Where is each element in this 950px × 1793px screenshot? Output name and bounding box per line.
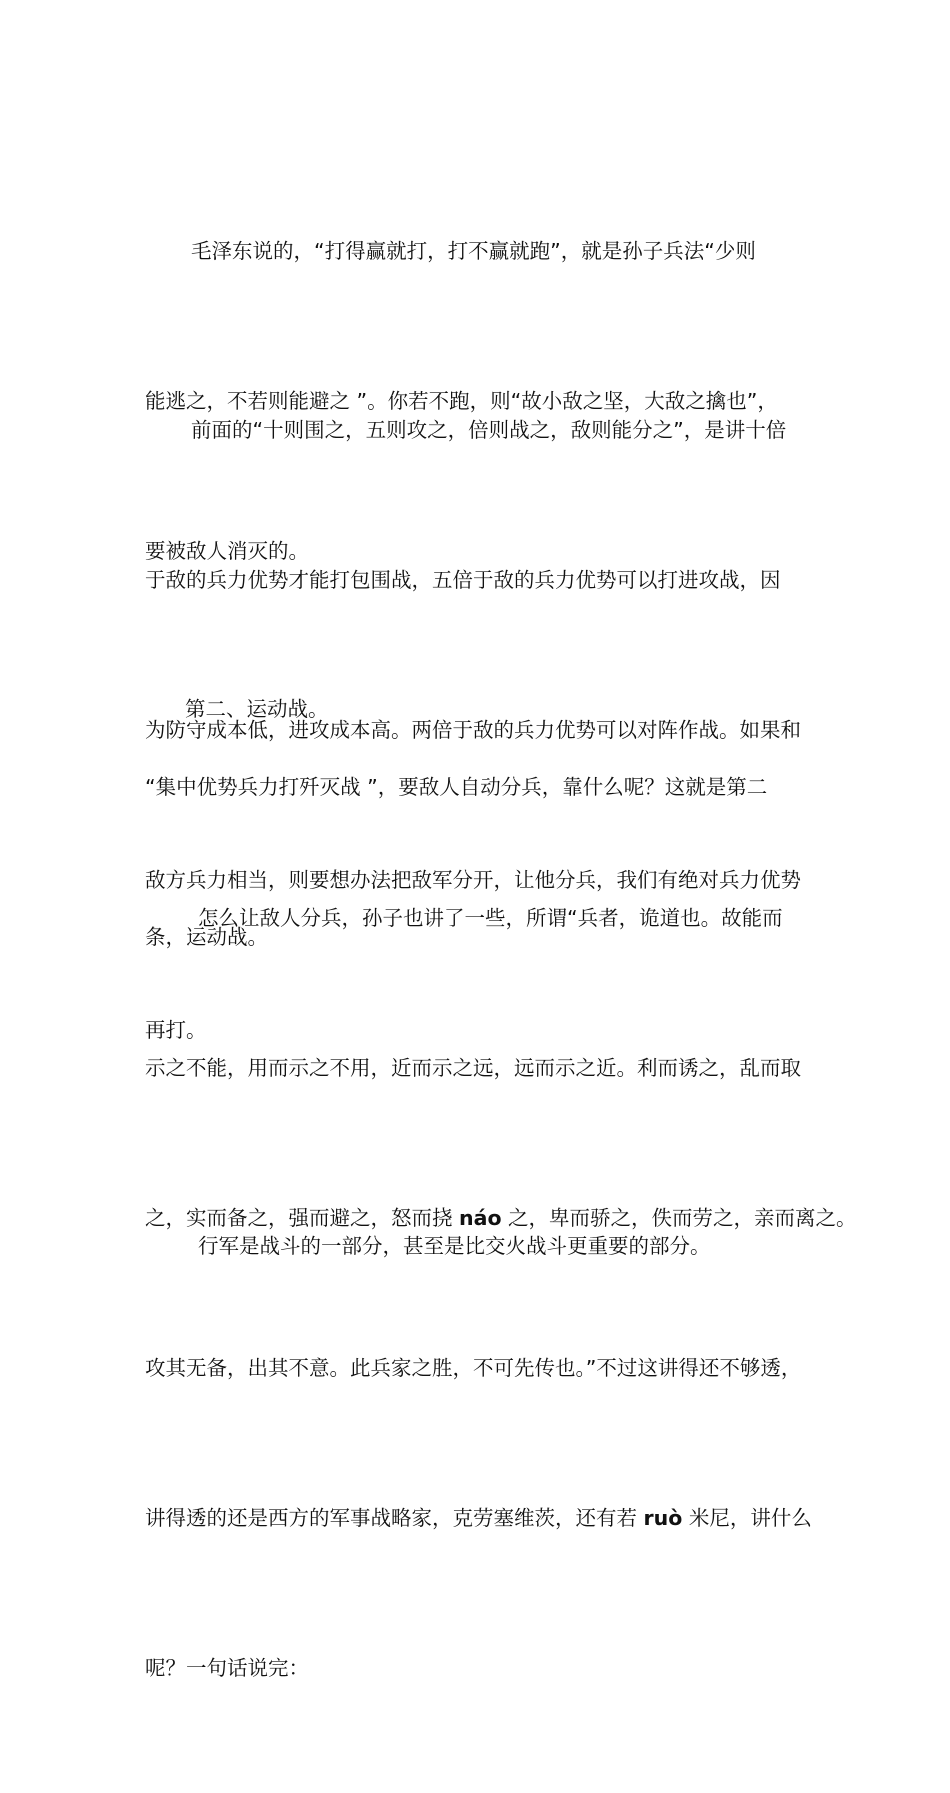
text-line: 再打。	[145, 1018, 207, 1042]
text-line: 敌方兵力相当，则要想办法把敌军分开，让他分兵，我们有绝对兵力优势	[145, 868, 801, 892]
text-segment: 之，卑而骄之，佚而劳之，亲而离之。	[501, 1206, 857, 1230]
text-line: 攻其无备，出其不意。此兵家之胜，不可先传也。”不过这讲得还不够透，	[145, 1356, 802, 1380]
text-line: 于敌的兵力优势才能打包围战，五倍于敌的兵力优势可以打进攻战，因	[145, 568, 781, 592]
text-line: 要被敌人消灭的。	[145, 539, 309, 563]
pinyin-annotation: náo	[459, 1206, 502, 1230]
text-line: 第二、运动战。	[185, 697, 329, 721]
text-line: 前面的“十则围之，五则攻之，倍则战之，敌则能分之”，是讲十倍	[191, 418, 787, 442]
paragraph-5	[145, 1121, 810, 1371]
text-line: 条，运动战。	[145, 925, 268, 949]
text-line: 为防守成本低，进攻成本高。两倍于敌的兵力优势可以对阵作战。如果和	[145, 718, 801, 742]
pinyin-annotation: ruò	[643, 1506, 683, 1530]
text-line	[145, 1493, 810, 1543]
text-line: 怎么让敌人分兵，孙子也讲了一些，所谓“兵者，诡道也。故能而	[198, 906, 783, 930]
text-line: “集中优势兵力打歼灭战 ”，要敌人自动分兵，靠什么呢？这就是第二	[145, 775, 768, 799]
text-line: 能逃之，不若则能避之 ”。你若不跑，则“故小敌之坚，大敌之擒也”，	[145, 389, 778, 413]
text-segment: 讲得透的还是西方的军事战略家，克劳塞维茨，还有若	[145, 1506, 644, 1530]
text-segment: 米尼，讲什么	[682, 1506, 812, 1530]
text-line: 行军是战斗的一部分，甚至是比交火战斗更重要的部分。	[198, 1234, 711, 1258]
text-line: 呢？一句话说完：	[145, 1656, 309, 1680]
text-line: 毛泽东说的，“打得赢就打，打不赢就跑”，就是孙子兵法“少则	[191, 239, 756, 263]
text-line: 示之不能，用而示之不用，近而示之远，远而示之近。利而诱之，乱而取	[145, 1056, 801, 1080]
text-segment: 之，实而备之，强而避之，怒而挠	[145, 1206, 460, 1230]
